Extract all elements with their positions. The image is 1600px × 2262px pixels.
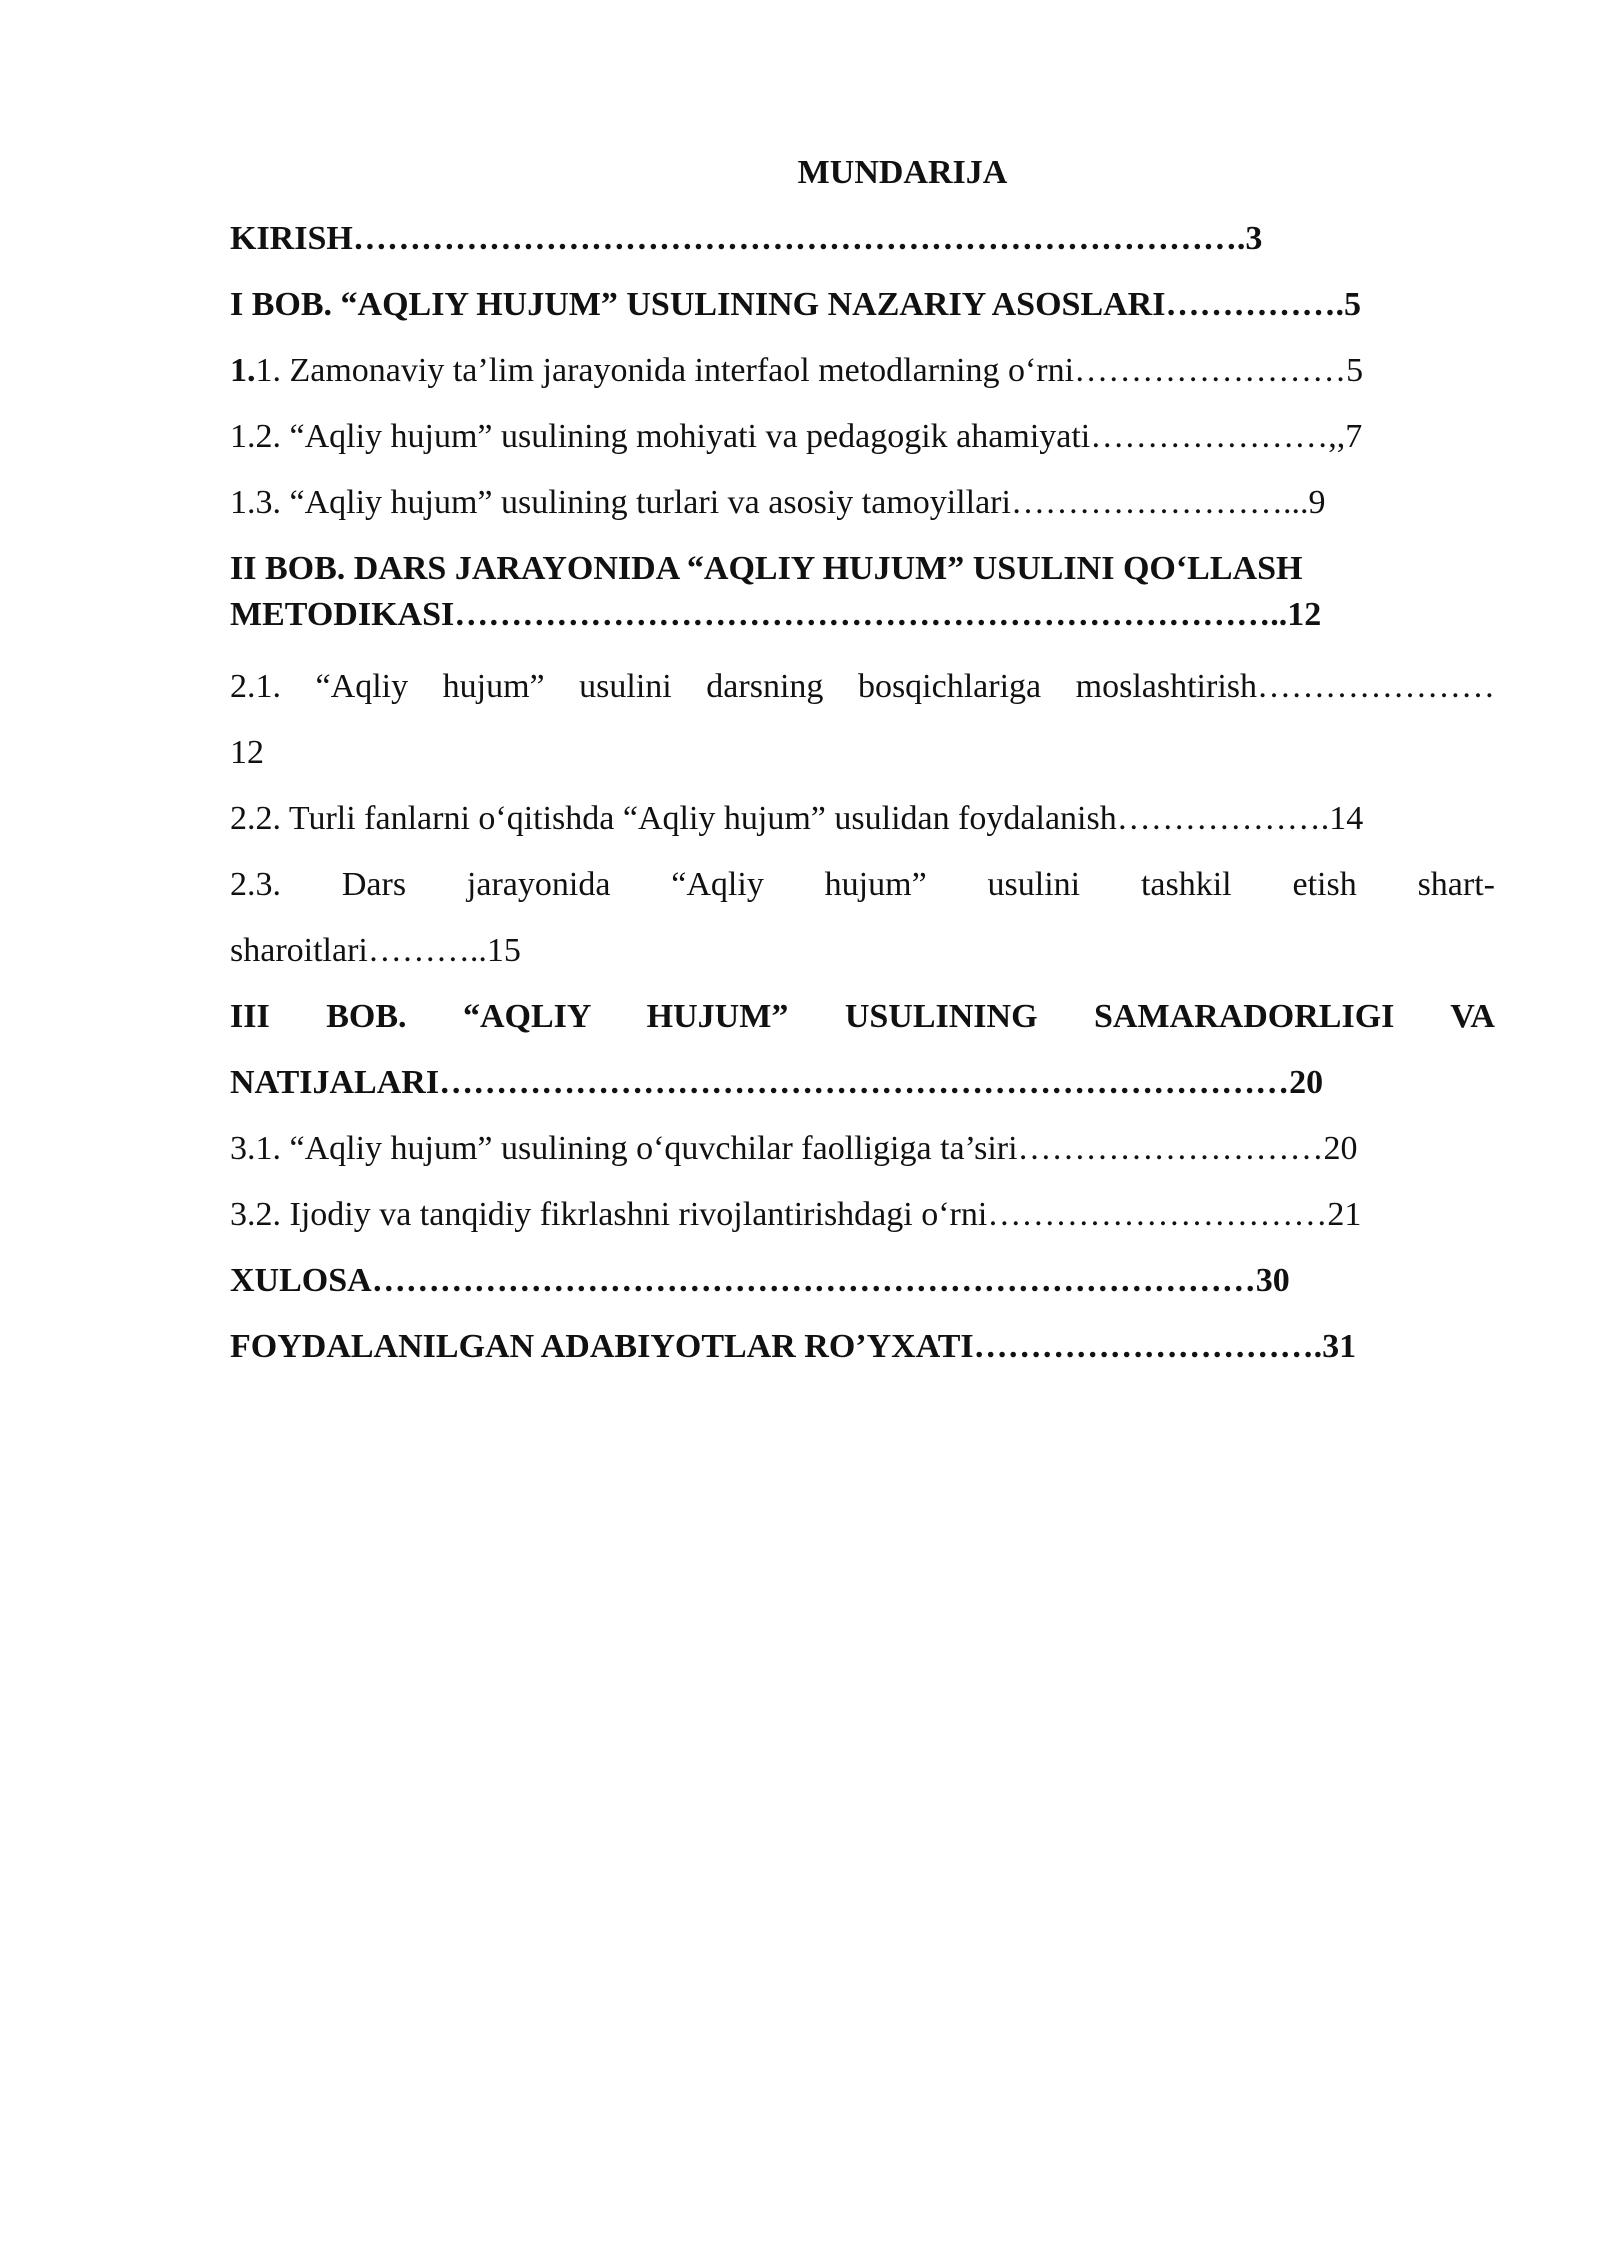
- toc-entry-xulosa-text: XULOSA……………………………………………………………………30: [230, 1262, 1290, 1299]
- toc-entry-section-1-1: [230, 348, 1495, 394]
- toc-entry-chapter-1: I BOB. “AQLIY HUJUM” USULINING NAZARIY ASOSLARI…………….5: [230, 286, 1361, 323]
- toc-entry-section-2-3-line-2: sharoitlari………..15: [230, 932, 521, 969]
- toc-entry-references: FOYDALANILGAN ADABIYOTLAR RO’YXATI………………………….31: [230, 1328, 1357, 1365]
- section-number-prefix: 1.: [230, 352, 256, 389]
- toc-entry-chapter-2-line-1: II BOB. DARS JARAYONIDA “AQLIY HUJUM” USULINI QO‘LLASH: [230, 550, 1303, 587]
- section-title: 1. Zamonaviy ta’lim jarayonida interfaol metodlarning o‘rni……………………5: [255, 352, 1364, 389]
- toc-entry-section-3-2: 3.2. Ijodiy va tanqidiy fikrlashni rivojlantirishdagi o‘rni…………………………21: [230, 1196, 1362, 1233]
- toc-entry-chapter-3-line-2: NATIJALARI…………………………………………………………………20: [230, 1064, 1324, 1101]
- toc-entry-chapter-2-line-2: METODIKASI………………………………………………………………..12: [230, 596, 1322, 633]
- toc-entry-section-3-1: 3.1. “Aqliy hujum” usulining o‘quvchilar faolligiga ta’siri………………………20: [230, 1130, 1358, 1167]
- toc-entry-section-2-2: 2.2. Turli fanlarni o‘qitishda “Aqliy hujum” usulidan foydalanish……………….14: [230, 800, 1364, 837]
- toc-entry-section-1-3: 1.3. “Aqliy hujum” usulining turlari va asosiy tamoyillari……………………...9: [230, 484, 1326, 521]
- table-of-contents: [230, 150, 1495, 1390]
- toc-entry-section-2-1-line-1: 2.1. “Aqliy hujum” usulini darsning bosqichlariga moslashtirish…………………: [230, 668, 1495, 705]
- toc-entry-xulosa: [230, 1258, 1495, 1304]
- toc-entry-section-1-2: 1.2. “Aqliy hujum” usulining mohiyati va pedagogik ahamiyati…………………,,7: [230, 418, 1363, 455]
- toc-entry-section-2-1-line-2: 12: [230, 734, 264, 771]
- toc-entry-kirish: KIRISH…………………………………………………………………….3: [230, 220, 1263, 257]
- toc-entry-section-2-3-line-1: 2.3. Dars jarayonida “Aqliy hujum” usulini tashkil etish shart-: [230, 866, 1495, 903]
- toc-title: MUNDARIJA: [797, 154, 1008, 191]
- toc-entry-chapter-3-line-1: III BOB. “AQLIY HUJUM” USULINING SAMARADORLIGI VA: [230, 998, 1495, 1035]
